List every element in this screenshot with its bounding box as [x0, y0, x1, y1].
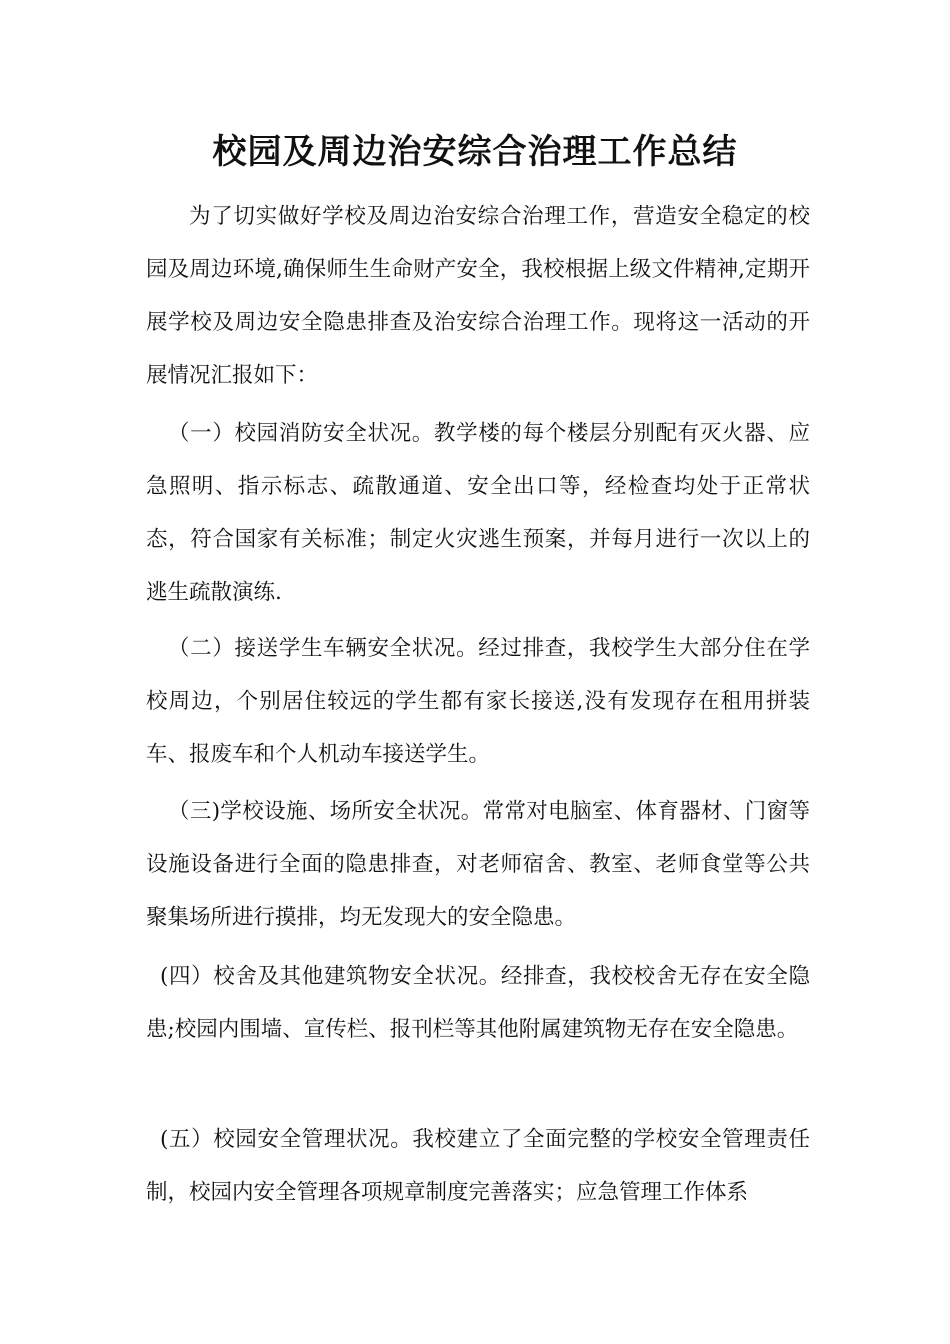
paragraph-vehicle-safety: （二）接送学生车辆安全状况。经过排查，我校学生大部分住在学校周边，个别居住较远的学生都有家长接送,没有发现存在租用拼装车、报废车和个人机动车接送学生。 — [146, 636, 810, 767]
paragraph-building-safety: (四）校舍及其他建筑物安全状况。经排查，我校校舍无存在安全隐患;校园内围墙、宣传栏、报刊栏等其他附属建筑物无存在安全隐患。 — [146, 964, 810, 1042]
document-title: 校园及周边治安综合治理工作总结 — [212, 132, 738, 172]
paragraph-fire-safety: （一）校园消防安全状况。教学楼的每个楼层分别配有灭火器、应急照明、指示标志、疏散通道、安全出口等，经检查均处于正常状态，符合国家有关标准；制定火灾逃生预案，并每月进行一次以上的逃生疏散演练. — [146, 421, 810, 605]
paragraph-facility-safety: （三)学校设施、场所安全状况。常常对电脑室、体育器材、门窗等设施设备进行全面的隐患排查，对老师宿舍、教室、老师食堂等公共聚集场所进行摸排，均无发现大的安全隐患。 — [146, 799, 810, 930]
paragraph-management: (五）校园安全管理状况。我校建立了全面完整的学校安全管理责任制，校园内安全管理各项规章制度完善落实；应急管理工作体系 — [146, 1127, 810, 1205]
paragraph-intro: 为了切实做好学校及周边治安综合治理工作，营造安全稳定的校园及周边环境,确保师生生命财产安全，我校根据上级文件精神,定期开展学校及周边安全隐患排查及治安综合治理工作。现将这一活动的开展情况汇报如下： — [146, 204, 810, 388]
